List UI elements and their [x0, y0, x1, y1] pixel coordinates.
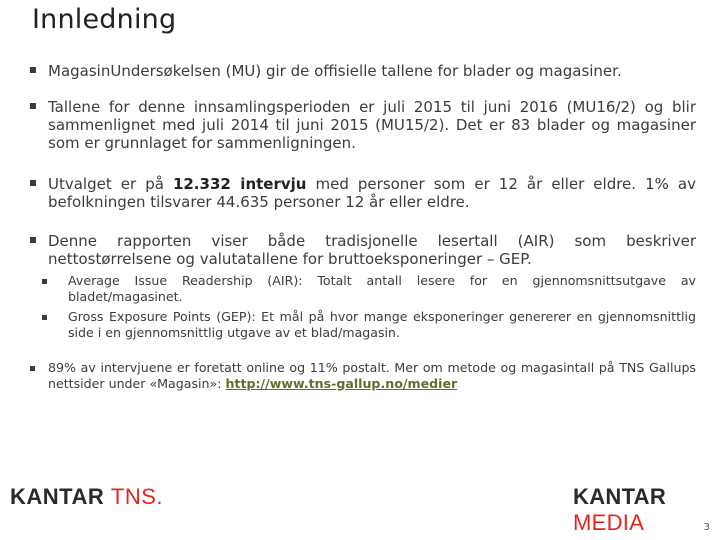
sub-bullet-text: Average Issue Readership (AIR): Totalt antall lesere for en gjennomsnittsutgave av bladet/magasinet.	[68, 273, 696, 304]
bullet-text-pre: Utvalget er på	[48, 175, 173, 193]
bullet-marker	[30, 366, 35, 371]
bullet-marker	[30, 180, 36, 186]
tns-gallup-link[interactable]: http://www.tns-gallup.no/medier	[225, 376, 458, 391]
bullet-text: Denne rapporten viser både tradisjonelle lesertall (AIR) som beskriver nettostørrelsene og valutatallene for bruttoeksponeringer – GEP.	[48, 232, 696, 268]
bullet-text-post: med personer som er 12 år eller eldre. 1% av befolkningen tilsvarer 44.635 personer 12 år eller eldre.	[48, 175, 696, 211]
sub-bullet-text: Gross Exposure Points (GEP): Et mål på hvor mange eksponeringer genererer en gjennomsnittlig side i en gjennomsnittlig utgave av et blad/magasin.	[68, 309, 696, 340]
sub-bullet-marker	[42, 315, 47, 320]
bullet-text	[48, 175, 696, 211]
kantar-tns-logo	[10, 484, 163, 510]
logo-right-accent: MEDIA	[573, 510, 645, 535]
bullet-text: Tallene for denne innsamlingsperioden er juli 2015 til juni 2016 (MU16/2) og blir sammenlignet med juli 2014 til juni 2015 (MU15/2). Det er 83 blader og magasiner som er grunnlaget for sammenligningen.	[48, 98, 696, 152]
sub-bullet-marker	[42, 279, 47, 284]
interview-count: 12.332 intervju	[172, 175, 307, 193]
bullet-text-body: 89% av intervjuene er foretatt online og 11% postalt. Mer om metode og magasintall på TNS Gallups nettsider under «Magasin»:	[48, 360, 696, 391]
logo-left-accent: TNS.	[110, 484, 163, 509]
bullet-marker	[30, 237, 36, 243]
bullet-text: MagasinUndersøkelsen (MU) gir de offisielle tallene for blader og magasiner.	[48, 62, 622, 80]
logo-left-main: KANTAR	[10, 484, 105, 509]
kantar-media-logo	[573, 484, 720, 536]
logo-right-main: KANTAR	[573, 484, 667, 509]
page-number: 3	[703, 522, 710, 533]
page-title: Innledning	[32, 4, 177, 35]
bullet-marker	[30, 67, 36, 73]
bullet-text	[48, 360, 696, 392]
bullet-marker	[30, 103, 36, 109]
